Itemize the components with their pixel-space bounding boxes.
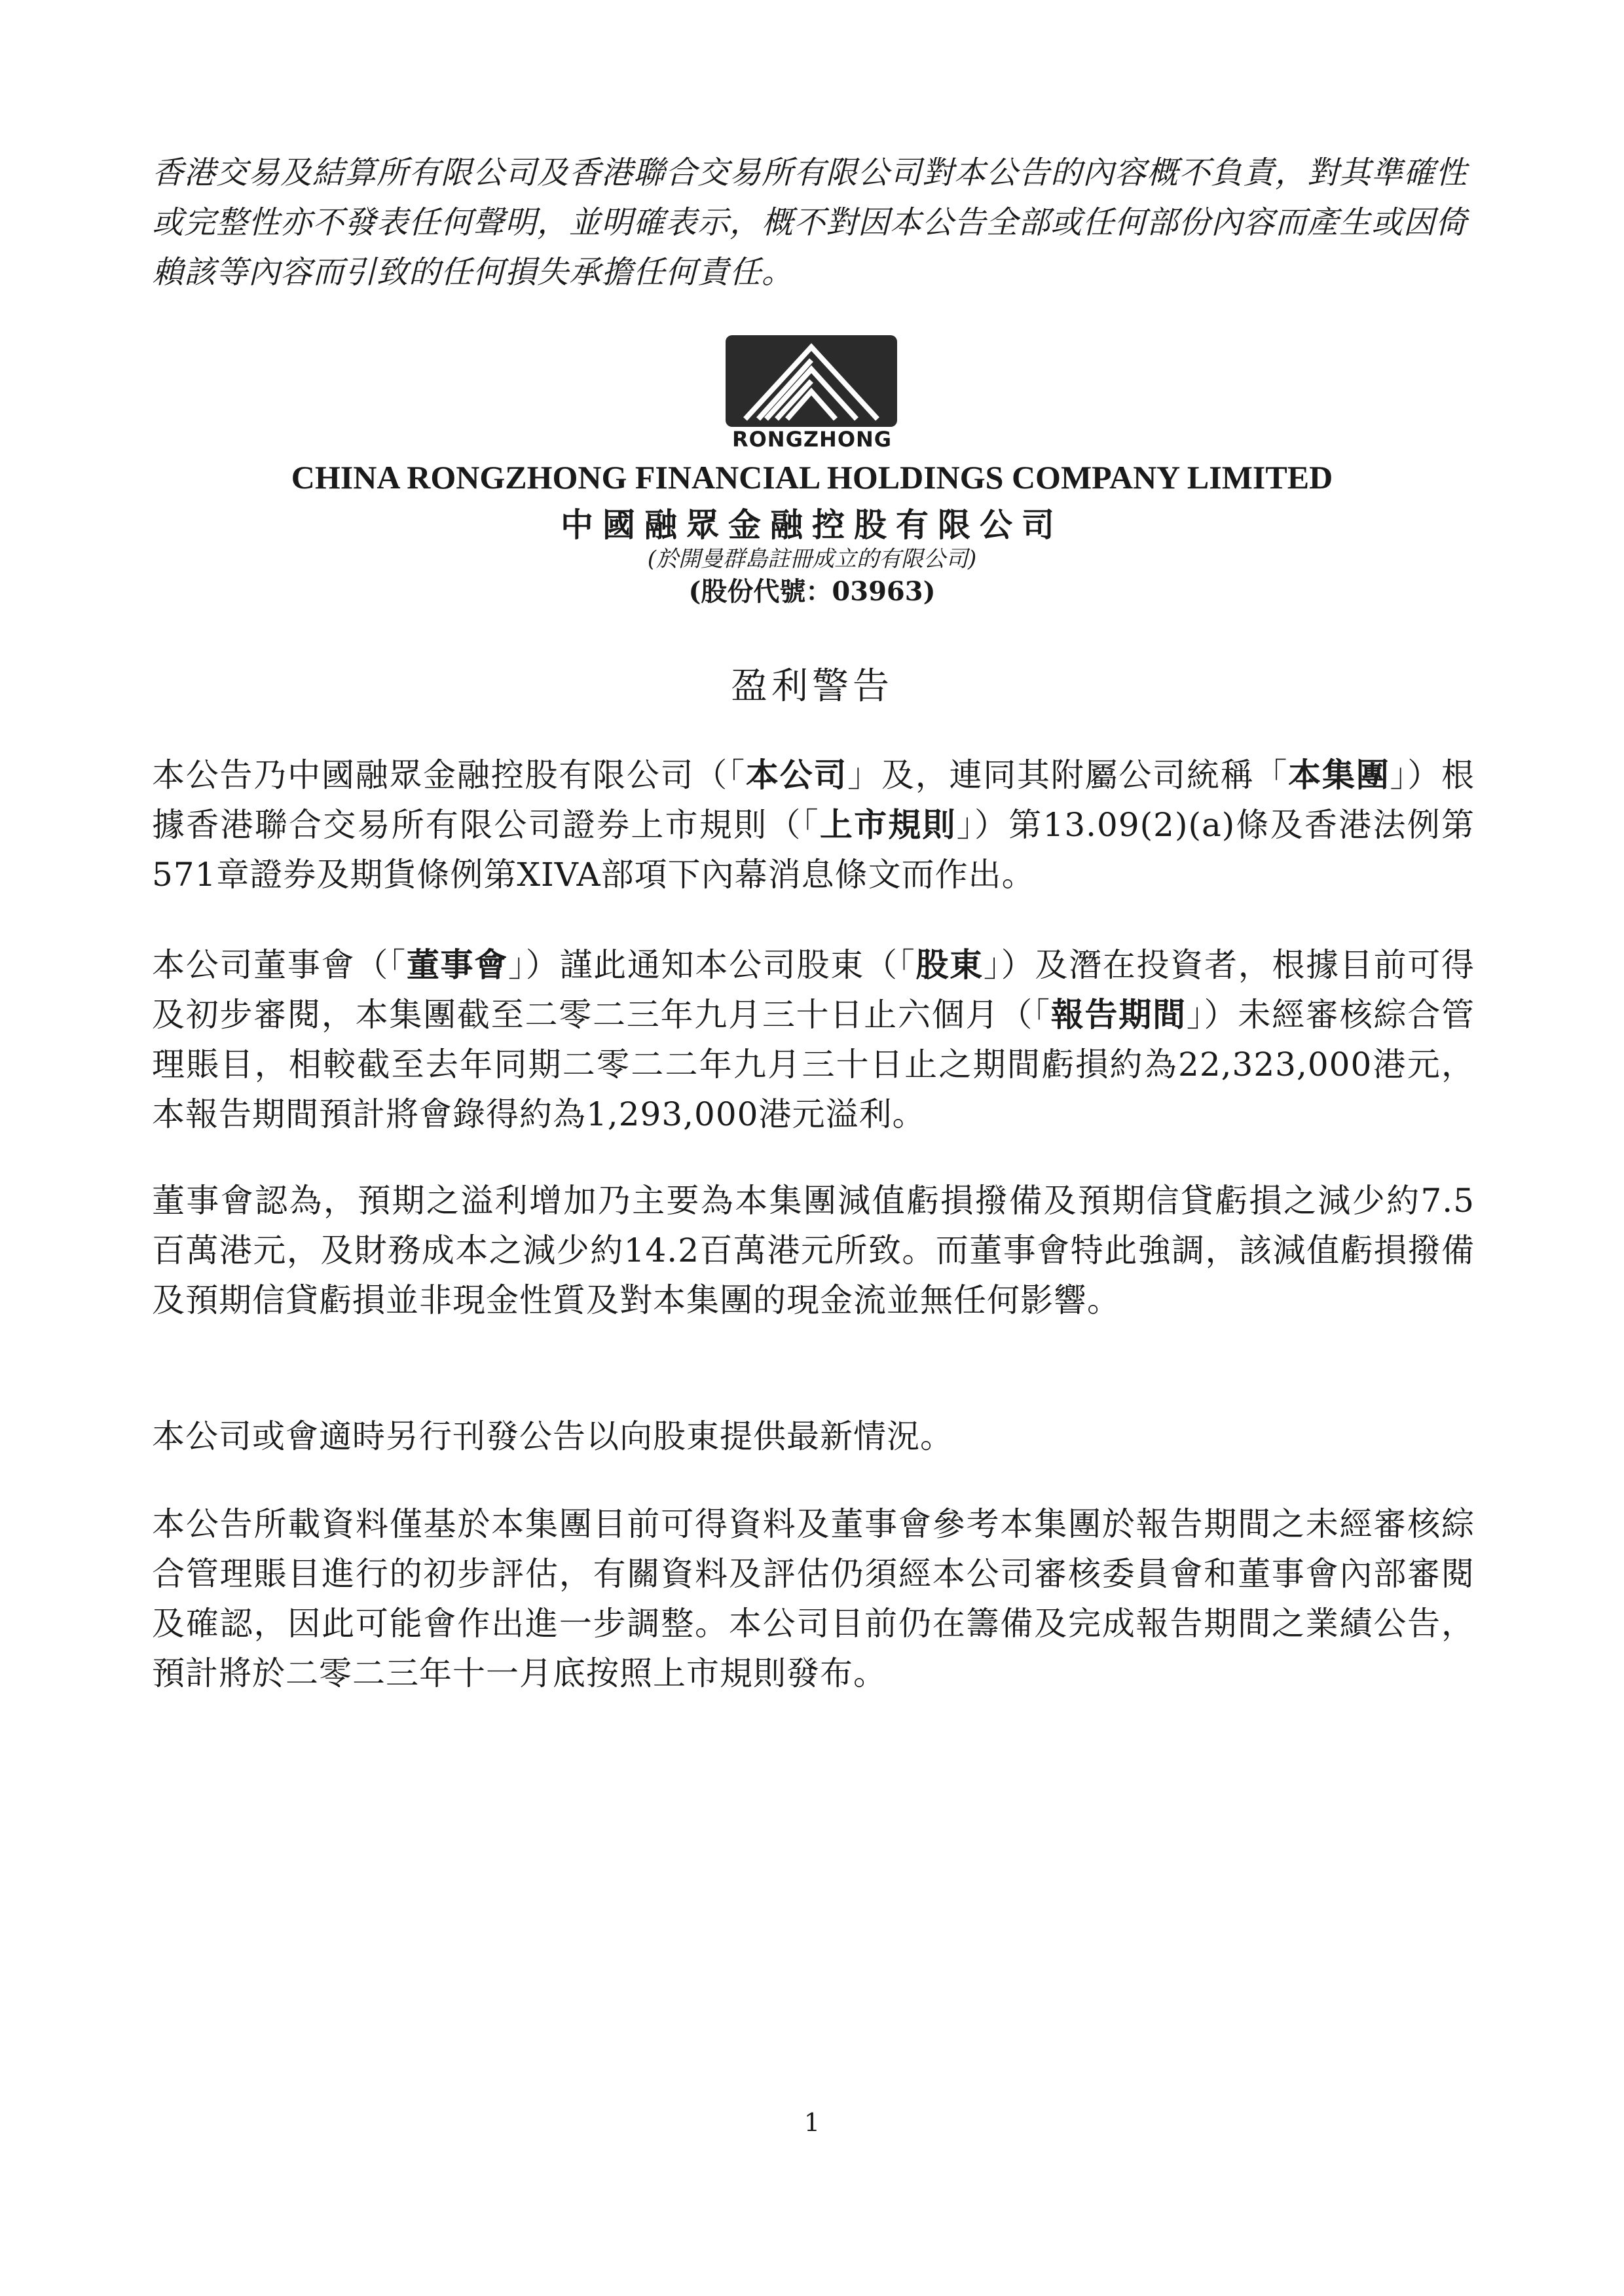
announcement-title: 盈利警告 [731, 665, 893, 708]
text-run: 」）根據香港聯合交易所有限公司證券上市規則（「 [152, 756, 1475, 844]
paragraph-further-updates: 本公司或會適時另行刊發公告以向股東提供最新情況。 [152, 1417, 953, 1455]
defined-term: 報告期間 [1050, 996, 1187, 1034]
defined-term: 股東 [915, 946, 984, 984]
defined-term: 本公司 [745, 756, 848, 794]
paragraph-profit-reason: 董事會認為，預期之溢利增加乃主要為本集團減值虧損撥備及預期信貸虧損之減少約7.5百萬港元，及財務成本之減少約14.2百萬港元所致。而董事會特此強調，該減值虧損撥備及預期信貸虧損並非現金性質及對本集團的現金流並無任何影響。 [152, 1182, 1475, 1319]
text-run: 本公告乃中國融眾金融控股有限公司（「 [152, 756, 746, 794]
defined-term: 本集團 [1288, 756, 1390, 794]
company-name-zh: 中國融眾金融控股有限公司 [561, 506, 1063, 544]
incorporation-note: (於開曼群島註冊成立的有限公司) [647, 546, 977, 572]
defined-term: 上市規則 [819, 806, 957, 844]
paragraph-preliminary-assessment: 本公告所載資料僅基於本集團目前可得資料及董事會參考本集團於報告期間之未經審核綜合管理賬目進行的初步評估，有關資料及評估仍須經本公司審核委員會和董事會內部審閱及確認，因此可能會作出進一步調整。本公司目前仍在籌備及完成報告期間之業績公告，預計將於二零二三年十一月底按照上市規則發布。 [152, 1505, 1475, 1692]
text-run: 」）未經審核綜合管理賬目，相較截至去年同期二零二二年九月三十日止之期間虧損約為22,323,000港元，本報告期間預計將會錄得約為1,293,000港元溢利。 [152, 996, 1475, 1133]
text-run: 」）第13.09(2)(a)條及香港法例第571章證券及期貨條例第XIVA部項下內幕消息條文而作出。 [152, 806, 1475, 894]
page-number: 1 [803, 2108, 821, 2137]
company-name-en: CHINA RONGZHONG FINANCIAL HOLDINGS COMPANY LIMITED [291, 459, 1333, 496]
text-run: 」）及潛在投資者，根據目前可得及初步審閱，本集團截至二零二三年九月三十日止六個月（「 [152, 946, 1475, 1034]
text-run: 本公司董事會（「 [152, 946, 407, 984]
logo-wordmark: RONGZHONG [731, 427, 893, 452]
paragraph-board-notice [152, 940, 1475, 1139]
text-run: 」及，連同其附屬公司統稱「 [847, 756, 1289, 794]
defined-term: 董事會 [406, 946, 508, 984]
disclaimer-text: 香港交易及結算所有限公司及香港聯合交易所有限公司對本公告的內容概不負責，對其準確性或完整性亦不發表任何聲明，並明確表示，概不對因本公告全部或任何部份內容而產生或因倚賴該等內容而引致的任何損失承擔任何責任。 [152, 155, 1468, 291]
text-run: 」）謹此通知本公司股東（「 [508, 946, 916, 984]
stock-code: (股份代號：03963) [688, 576, 936, 607]
paragraph-intro [152, 750, 1475, 900]
